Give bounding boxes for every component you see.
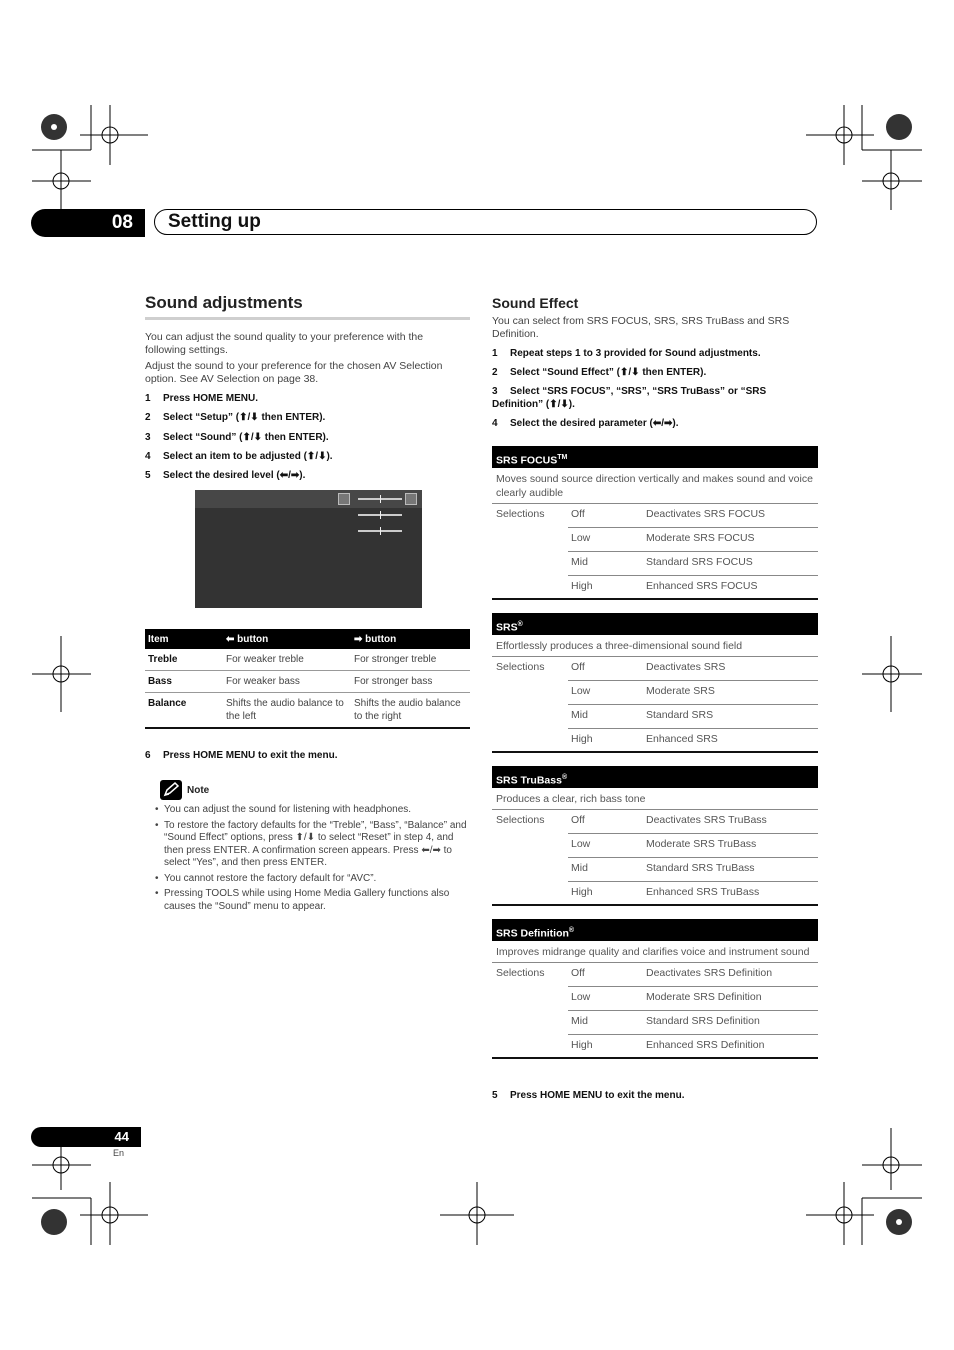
- table-row: Mid Standard SRS: [492, 705, 818, 729]
- srs-focus-table: [492, 446, 818, 600]
- table-row: Selections Off Deactivates SRS TruBass: [492, 810, 818, 834]
- table-description: Effortlessly produces a three-dimensional sound field: [492, 635, 818, 657]
- minus-icon: [338, 493, 350, 505]
- table-row: High Enhanced SRS Definition: [492, 1035, 818, 1059]
- col-left-button: ⬅ button: [223, 629, 351, 649]
- adjustment-table: [145, 629, 470, 729]
- table-row: Mid Standard SRS TruBass: [492, 858, 818, 882]
- table-description: Produces a clear, rich bass tone: [492, 788, 818, 810]
- left-step-5: 5 Select the desired level (⬅/➡).: [145, 470, 306, 481]
- right-step-5: 5 Press HOME MENU to exit the menu.: [492, 1090, 685, 1101]
- table-row: High Enhanced SRS TruBass: [492, 882, 818, 906]
- table-row: High Enhanced SRS FOCUS: [492, 576, 818, 600]
- sound-menu-screen: [195, 490, 422, 608]
- slider-knob: [380, 527, 381, 535]
- right-step-4: 4 Select the desired parameter (⬅/➡).: [492, 418, 679, 429]
- intro-paragraph-2: Adjust the sound to your preference for the chosen AV Selection option. See AV Selection on page 38.: [145, 360, 443, 385]
- table-row: Bass For weaker bass For stronger bass: [145, 671, 470, 693]
- table-row: Selections Off Deactivates SRS FOCUS: [492, 504, 818, 528]
- slider-knob: [380, 511, 381, 519]
- right-step-1: 1 Repeat steps 1 to 3 provided for Sound adjustments.: [492, 348, 761, 359]
- table-row: Treble For weaker treble For stronger treble: [145, 649, 470, 671]
- table-header: SRS®: [492, 613, 818, 635]
- list-item: • Pressing TOOLS while using Home Media Gallery functions also causes the “Sound” menu to appear.: [155, 888, 473, 913]
- intro-paragraph-1: You can adjust the sound quality to your preference with the following settings.: [145, 331, 424, 356]
- col-right-button: ➡ button: [351, 629, 470, 649]
- table-header: SRS FOCUS™: [492, 446, 818, 468]
- table-row: Balance Shifts the audio balance to the left Shifts the audio balance to the right: [145, 693, 470, 729]
- table-description: Improves midrange quality and clarifies voice and instrument sound: [492, 941, 818, 963]
- chapter-number: 08: [31, 209, 145, 237]
- table-row: Mid Standard SRS Definition: [492, 1011, 818, 1035]
- srs-definition-table: [492, 919, 818, 1059]
- table-row: Selections Off Deactivates SRS: [492, 657, 818, 681]
- table-row: Selections Off Deactivates SRS Definition: [492, 963, 818, 987]
- left-step-3: 3 Select “Sound” (⬆/⬇ then ENTER).: [145, 432, 329, 443]
- list-item: • You can adjust the sound for listening with headphones.: [155, 804, 473, 817]
- page-number: 44: [31, 1127, 141, 1147]
- left-step-4: 4 Select an item to be adjusted (⬆/⬇).: [145, 451, 333, 462]
- table-row: Low Moderate SRS Definition: [492, 987, 818, 1011]
- table-row: Low Moderate SRS TruBass: [492, 834, 818, 858]
- note-list: [155, 804, 473, 916]
- left-step-1: 1 Press HOME MENU.: [145, 393, 259, 404]
- table-row: Low Moderate SRS: [492, 681, 818, 705]
- section-heading: Sound adjustments: [145, 293, 303, 312]
- note-pencil-icon: [160, 780, 182, 800]
- table-header: SRS Definition®: [492, 919, 818, 941]
- note-title: Note: [187, 785, 210, 796]
- right-step-2: 2 Select “Sound Effect” (⬆/⬇ then ENTER).: [492, 367, 707, 378]
- section-rule: [145, 317, 470, 320]
- left-step-6: 6 Press HOME MENU to exit the menu.: [145, 750, 338, 761]
- plus-icon: [405, 493, 417, 505]
- language-code: En: [113, 1148, 125, 1158]
- table-row: Mid Standard SRS FOCUS: [492, 552, 818, 576]
- table-description: Moves sound source direction vertically and makes sound and voice clearly audible: [492, 468, 818, 504]
- list-item: • You cannot restore the factory default for “AVC”.: [155, 873, 473, 886]
- table-row: High Enhanced SRS: [492, 729, 818, 753]
- slider-knob: [380, 495, 381, 503]
- table-row: Low Moderate SRS FOCUS: [492, 528, 818, 552]
- srs-table: [492, 613, 818, 753]
- chapter-title: Setting up: [168, 211, 261, 232]
- table-header: SRS TruBass®: [492, 766, 818, 788]
- left-step-2: 2 Select “Setup” (⬆/⬇ then ENTER).: [145, 412, 326, 423]
- right-step-3: 3 Select “SRS FOCUS”, “SRS”, “SRS TruBass” or “SRS Definition” (⬆/⬇).: [492, 386, 767, 410]
- sound-effect-intro: You can select from SRS FOCUS, SRS, SRS TruBass and SRS Definition.: [492, 315, 790, 340]
- subsection-heading: Sound Effect: [492, 295, 579, 311]
- list-item: • To restore the factory defaults for the “Treble”, “Bass”, “Balance” and “Sound Effect” options, press ⬆/⬇ to select “Reset” in step 4, and then press ENTER. A confirmation screen appears. Press ⬅/➡ to select “Yes”, and then press ENTER.: [155, 820, 473, 870]
- srs-trubass-table: [492, 766, 818, 906]
- col-item: Item: [145, 629, 223, 649]
